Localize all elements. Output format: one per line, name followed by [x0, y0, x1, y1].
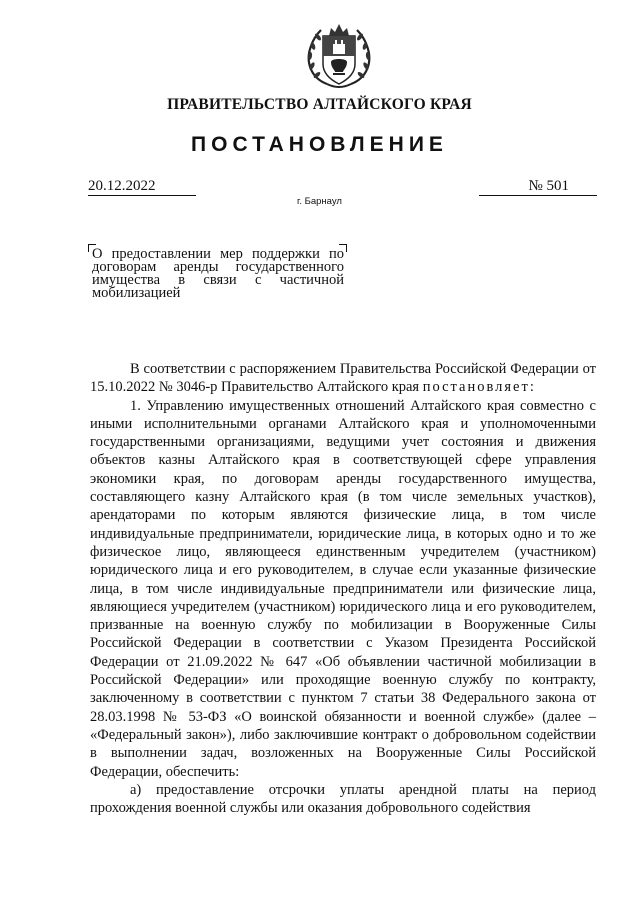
altai-krai-coat-of-arms-icon	[297, 18, 381, 92]
item-1a-paragraph: а) предоставление отсрочки уплаты арендной платы на период прохождения военной службы или оказания добровольного содействия	[90, 781, 596, 817]
resolves-word: постановляет:	[422, 379, 536, 396]
preamble-paragraph	[90, 360, 596, 397]
preamble-text: В соответствии с распоряжением Правительства Российской Федерации от 15.10.2022 № 3046-р Правительство Алтайского края	[90, 361, 596, 396]
document-date: 20.12.2022	[88, 177, 196, 196]
item-1-paragraph: 1. Управлению имущественных отношений Алтайского края совместно с иными исполнительными органами Алтайского края и уполномоченными государственными организациями, ведущими учет состояния и движения объектов казны Алтайского края в соответствующей сфере управления экономики края, по договорам аренды государственного имущества, составляющего казну Алтайского края (в том числе земельных участков), арендаторами по которым являются физические лица, в том числе индивидуальные предприниматели, юридические лица, в которых одно и то же физическое лицо, являющееся единственным учредителем (участником) юридического лица и его руководителем, в случае если указанные физические лица, в том числе индивидуальные предприниматели или физические лица, являющиеся учредителем (участником) юридического лица и его руководителем, призванные на военную службу по мобилизации в Вооруженные Силы Российской Федерации в соответствии с Указом Президента Российской Федерации от 21.09.2022 № 647 «Об объявлении частичной мобилизации в Российской Федерации» или проходящие военную службу по контракту, заключенному в соответствии с пунктом 7 статьи 38 Федерального закона от 28.03.1998 № 53-ФЗ «О воинской обязанности и военной службе» (далее – «Федеральный закон»), либо заключившие контракт о добровольном содействии в выполнении задач, возложенных на Вооруженные Силы Российской Федерации, обеспечить:	[90, 397, 596, 780]
document-subject: О предоставлении мер поддержки по договорам аренды государственного имущества в связи с частичной мобилизацией	[92, 246, 344, 301]
document-body	[90, 360, 596, 817]
document-type-title: ПОСТАНОВЛЕНИЕ	[191, 133, 448, 156]
city-label: г. Барнаул	[297, 196, 342, 207]
document-number: № 501	[479, 177, 597, 196]
government-title: ПРАВИТЕЛЬСТВО АЛТАЙСКОГО КРАЯ	[167, 96, 472, 113]
